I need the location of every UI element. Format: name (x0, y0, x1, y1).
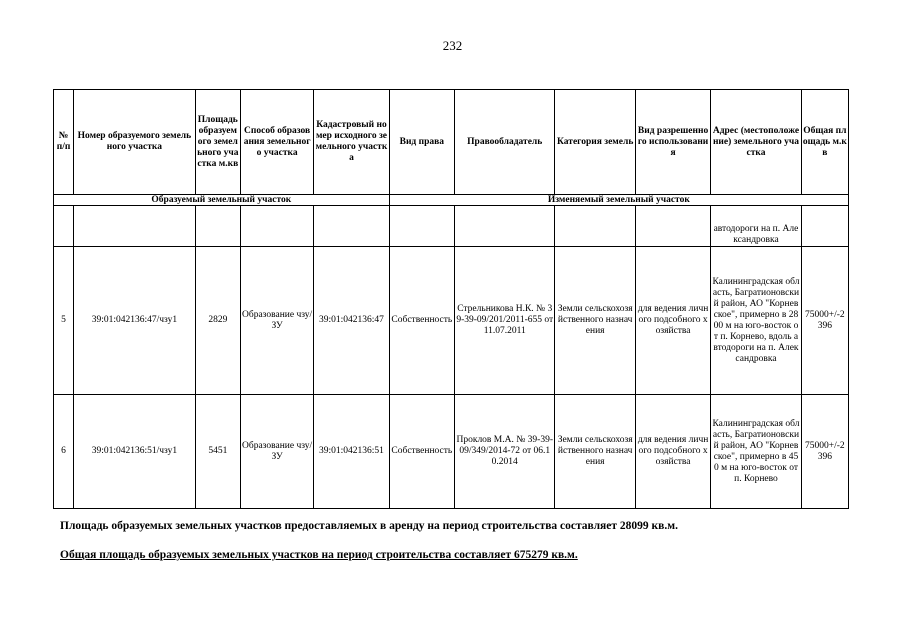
land-category: Земли сельскохозяйственного назначения (555, 395, 635, 509)
row-number: 6 (54, 395, 74, 509)
right-type: Собственность (389, 395, 454, 509)
table-row (54, 247, 849, 395)
parcel-number: 39:01:042136:51/чзу1 (74, 395, 196, 509)
source-cadastral-number: 39:01:042136:51 (314, 395, 389, 509)
header-row (54, 90, 849, 195)
land-parcels-table (53, 89, 849, 509)
section-left-label: Образуемый земельный участок (54, 195, 390, 206)
summary-total-area: Общая площадь образуемых земельных участков на период строительства составляет 675279 кв.м. (60, 549, 578, 561)
permitted-use: для ведения личного подсобного хозяйства (635, 395, 710, 509)
parcel-number: 39:01:042136:47/чзу1 (74, 247, 196, 395)
page-number: 232 (442, 38, 463, 53)
row-number: 5 (54, 247, 74, 395)
header-cell: Способ образования земельного участка (240, 90, 313, 195)
continuation-address: автодороги на п. Александровка (711, 206, 801, 247)
parcel-area: 2829 (195, 247, 240, 395)
section-right-label: Изменяемый земельный участок (389, 195, 848, 206)
header-cell: Площадь образуемого земельного участка м.кв (195, 90, 240, 195)
total-area: 75000+/-2396 (801, 395, 848, 509)
formation-method: Образование чзу/ЗУ (240, 247, 313, 395)
land-category: Земли сельскохозяйственного назначения (555, 247, 635, 395)
total-area: 75000+/-2396 (801, 247, 848, 395)
header-cell: Номер образуемого земельного участка (74, 90, 196, 195)
header-cell: Адрес (местоположение) земельного участка (711, 90, 801, 195)
owner: Проклов М.А. № 39-39-09/349/2014-72 от 06.10.2014 (454, 395, 555, 509)
summary-lease-area: Площадь образуемых земельных участков предоставляемых в аренду на период строительства составляет 28099 кв.м. (60, 520, 678, 532)
source-cadastral-number: 39:01:042136:47 (314, 247, 389, 395)
address: Калининградская область, Багратионовский район, АО "Корневское", примерно в 450 м на юго-восток от п. Корнево (711, 395, 801, 509)
formation-method: Образование чзу/ЗУ (240, 395, 313, 509)
header-cell: Категория земель (555, 90, 635, 195)
header-cell: Вид права (389, 90, 454, 195)
header-cell: Правообладатель (454, 90, 555, 195)
table-row (54, 395, 849, 509)
address: Калининградская область, Багратионовский район, АО "Корневское", примерно в 2800 м на юго-восток от п. Корнево, вдоль автодороги на п. Александровка (711, 247, 801, 395)
header-cell: Кадастровый номер исходного земельного участка (314, 90, 389, 195)
continuation-row (54, 206, 849, 247)
header-cell: Общая площадь м.кв (801, 90, 848, 195)
owner: Стрельникова Н.К. № 39-39-09/201/2011-655 от 11.07.2011 (454, 247, 555, 395)
header-cell: № п/п (54, 90, 74, 195)
parcel-area: 5451 (195, 395, 240, 509)
header-cell: Вид разрешенного использования (635, 90, 710, 195)
right-type: Собственность (389, 247, 454, 395)
permitted-use: для ведения личного подсобного хозяйства (635, 247, 710, 395)
section-row (54, 195, 849, 206)
